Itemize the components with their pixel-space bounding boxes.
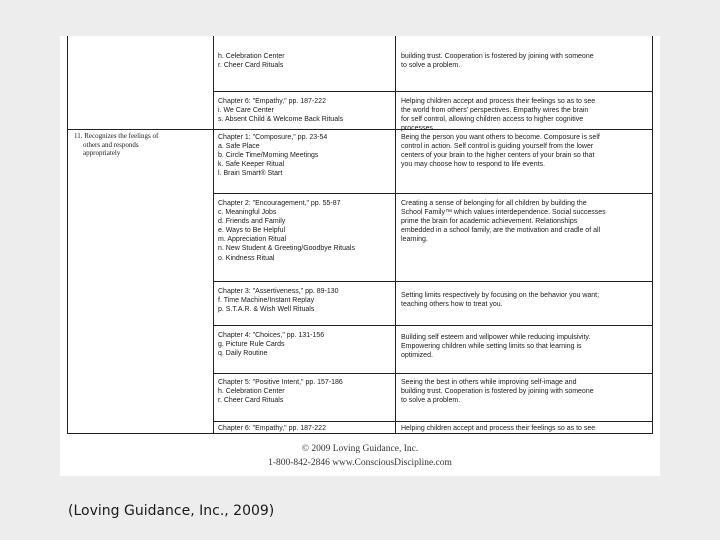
activity-line: e. Ways to Be Helpful xyxy=(218,227,286,235)
description-line: control in action. Self control is guiding yourself from the lower xyxy=(401,143,594,151)
description-line: Setting limits respectively by focusing on the behavior you want; xyxy=(401,292,600,299)
description-cell xyxy=(401,199,606,244)
row-divider xyxy=(213,421,652,422)
description-line: Creating a sense of belonging for all children by building the xyxy=(401,200,587,207)
description-line: Building self esteem and willpower while reducing impulsivity. xyxy=(401,334,591,341)
activity-line: i. We Care Center xyxy=(218,107,274,115)
activity-line: k. Safe Keeper Ritual xyxy=(218,161,285,169)
standards-table xyxy=(67,36,653,434)
description-line: teaching others how to treat you. xyxy=(401,301,503,309)
activities-cell xyxy=(218,97,343,124)
chapter-heading: Chapter 1: "Composure," pp. 23-54 xyxy=(218,134,328,141)
activity-line: p. S.T.A.R. & Wish Well Rituals xyxy=(218,306,315,314)
description-line: building trust. Cooperation is fostered by joining with someone xyxy=(401,53,594,60)
description-line: you may choose how to respond to life events. xyxy=(401,161,545,169)
activity-line: q. Daily Routine xyxy=(218,350,268,358)
activities-cell xyxy=(218,133,327,178)
activities-cell xyxy=(218,52,285,70)
activity-line: h. Celebration Center xyxy=(218,388,285,396)
copyright-notice: © 2009 Loving Guidance, Inc. xyxy=(301,444,419,454)
activity-line: o. Kindness Ritual xyxy=(218,254,275,262)
chapter-heading: Chapter 6: "Empathy," pp. 187-222 xyxy=(218,98,326,105)
description-line: building trust. Cooperation is fostered by joining with someone xyxy=(401,388,594,396)
chapter-heading: Chapter 3: "Assertiveness," pp. 89-130 xyxy=(218,288,339,295)
row-divider xyxy=(213,281,652,282)
activities-cell xyxy=(218,199,355,263)
activities-cell xyxy=(218,331,324,358)
activities-cell xyxy=(218,378,343,405)
activity-line: r. Cheer Card Rituals xyxy=(218,62,284,70)
description-line: centers of your brain to the higher centers of your brain so that xyxy=(401,152,595,160)
description-cell xyxy=(401,424,595,433)
description-line: learning. xyxy=(401,236,428,244)
description-line: School Family™ which values interdependence. Social successes xyxy=(401,209,606,217)
activity-line: s. Absent Child & Welcome Back Rituals xyxy=(218,116,344,124)
activity-line: b. Circle Time/Morning Meetings xyxy=(218,152,319,160)
description-line: optimized. xyxy=(401,352,433,360)
image-caption: (Loving Guidance, Inc., 2009) xyxy=(68,503,275,519)
activities-cell xyxy=(218,424,326,433)
activities-cell xyxy=(218,287,339,314)
activity-line: n. New Student & Greeting/Goodbye Rituals xyxy=(218,245,355,253)
activity-line: l. Brain Smart® Start xyxy=(218,170,283,178)
row-divider xyxy=(213,325,652,326)
description-line: Empowering children while setting limits so that learning is xyxy=(401,343,582,351)
description-line: embedded in a school family, are the motivation and cradle of all xyxy=(401,227,601,235)
description-line: prime the brain for academic achievement. Relationships xyxy=(401,218,578,226)
chapter-heading: Chapter 2: "Encouragement," pp. 55-87 xyxy=(218,200,341,207)
description-cell xyxy=(401,333,590,360)
standard-line: appropriately xyxy=(83,149,121,157)
activity-line: a. Safe Place xyxy=(218,143,260,151)
activity-line: r. Cheer Card Rituals xyxy=(218,397,284,405)
description-cell xyxy=(401,133,600,169)
description-cell xyxy=(401,378,594,405)
activity-line: f. Time Machine/Instant Replay xyxy=(218,297,315,305)
activity-line: d. Friends and Family xyxy=(218,218,286,226)
row-divider xyxy=(213,91,652,92)
activity-line: m. Appreciation Ritual xyxy=(218,236,287,244)
description-line: Seeing the best in others while improving self-image and xyxy=(401,379,577,386)
standard-cell xyxy=(74,132,158,158)
description-line: processes. xyxy=(401,125,435,133)
description-cell xyxy=(401,97,595,133)
standard-line: others and responds xyxy=(83,140,139,149)
activity-line: c. Meaningful Jobs xyxy=(218,209,277,217)
chapter-heading: Chapter 5: "Positive Intent," pp. 157-186 xyxy=(218,379,343,386)
description-line: to solve a problem. xyxy=(401,397,461,405)
document-scan xyxy=(60,36,660,476)
chapter-heading: Chapter 6: "Empathy," pp. 187-222 xyxy=(218,425,326,432)
standard-line: 11. Recognizes the feelings of xyxy=(74,132,159,140)
description-line: for self control, allowing children access to higher cognitive xyxy=(401,116,584,124)
description-cell xyxy=(401,291,599,309)
description-line: Helping children accept and process their feelings so as to see xyxy=(401,98,596,105)
row-divider xyxy=(213,193,652,194)
description-cell xyxy=(401,52,594,70)
chapter-heading: Chapter 4: "Choices," pp. 131-156 xyxy=(218,332,325,339)
description-line: Being the person you want others to become. Composure is self xyxy=(401,134,600,141)
description-line: Helping children accept and process their feelings so as to see xyxy=(401,425,596,432)
contact-line: 1-800-842-2846 www.ConsciousDiscipline.com xyxy=(268,458,452,468)
activity-line: h. Celebration Center xyxy=(218,53,285,60)
description-line: the world from others' perspectives. Empathy wires the brain xyxy=(401,107,589,115)
description-line: to solve a problem. xyxy=(401,62,461,70)
row-divider xyxy=(213,373,652,374)
activity-line: g. Picture Rule Cards xyxy=(218,341,285,349)
